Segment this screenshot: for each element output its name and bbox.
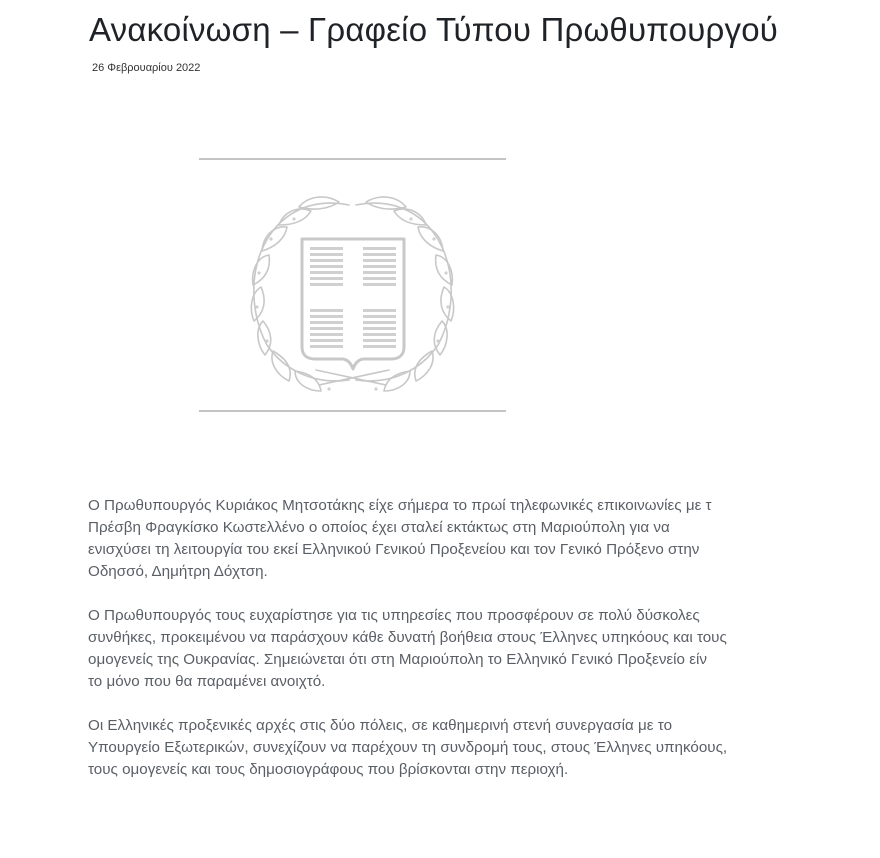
paragraph-line: συνθήκες, προκειμένου να παράσχουν κάθε δυνατή βοήθεια στους Έλληνες υπηκόους και τους (88, 629, 727, 646)
article-body (88, 495, 880, 803)
paragraph-line: Οδησσό, Δημήτρη Δόχτση. (88, 563, 268, 580)
paragraph-line: τους ομογενείς και τους δημοσιογράφους που βρίσκονται στην περιοχή. (88, 761, 569, 778)
paragraph-line: ομογενείς της Ουκρανίας. Σημειώνεται ότι στη Μαριούπολη το Ελληνικό Γενικό Προξενείο είν (88, 651, 707, 668)
paragraph-line: Πρέσβη Φραγκίσκο Κωστελλένο ο οποίος έχει σταλεί εκτάκτως στη Μαριούπολη για να (88, 519, 670, 536)
page-title: Ανακοίνωση – Γραφείο Τύπου Πρωθυπουργού (89, 11, 778, 48)
paragraph-line: Υπουργείο Εξωτερικών, συνεχίζουν να παρέχουν τη συνδρομή τους, στους Έλληνες υπηκόους, (88, 739, 728, 756)
paragraph-3 (88, 715, 880, 781)
paragraph-line: Οι Ελληνικές προξενικές αρχές στις δύο πόλεις, σε καθημερινή στενή συνεργασία με το (88, 717, 673, 734)
paragraph-2 (88, 605, 880, 693)
paragraph-1 (88, 495, 880, 583)
emblem-figure (199, 155, 506, 415)
paragraph-line: ενισχύσει τη λειτουργία του εκεί Ελληνικού Γενικού Προξενείου και τον Γενικό Πρόξενο στην (88, 541, 700, 558)
paragraph-line: Ο Πρωθυπουργός Κυριάκος Μητσοτάκης είχε σήμερα το πρωί τηλεφωνικές επικοινωνίες με τ (88, 497, 712, 514)
publish-date: 26 Φεβρουαρίου 2022 (92, 62, 201, 74)
paragraph-line: Ο Πρωθυπουργός τους ευχαρίστησε για τις υπηρεσίες που προσφέρουν σε πολύ δύσκολες (88, 607, 700, 624)
divider-top (199, 158, 506, 160)
divider-bottom (199, 410, 506, 412)
paragraph-line: το μόνο που θα παραμένει ανοιχτό. (88, 673, 326, 690)
greek-coat-of-arms-icon (199, 175, 506, 395)
